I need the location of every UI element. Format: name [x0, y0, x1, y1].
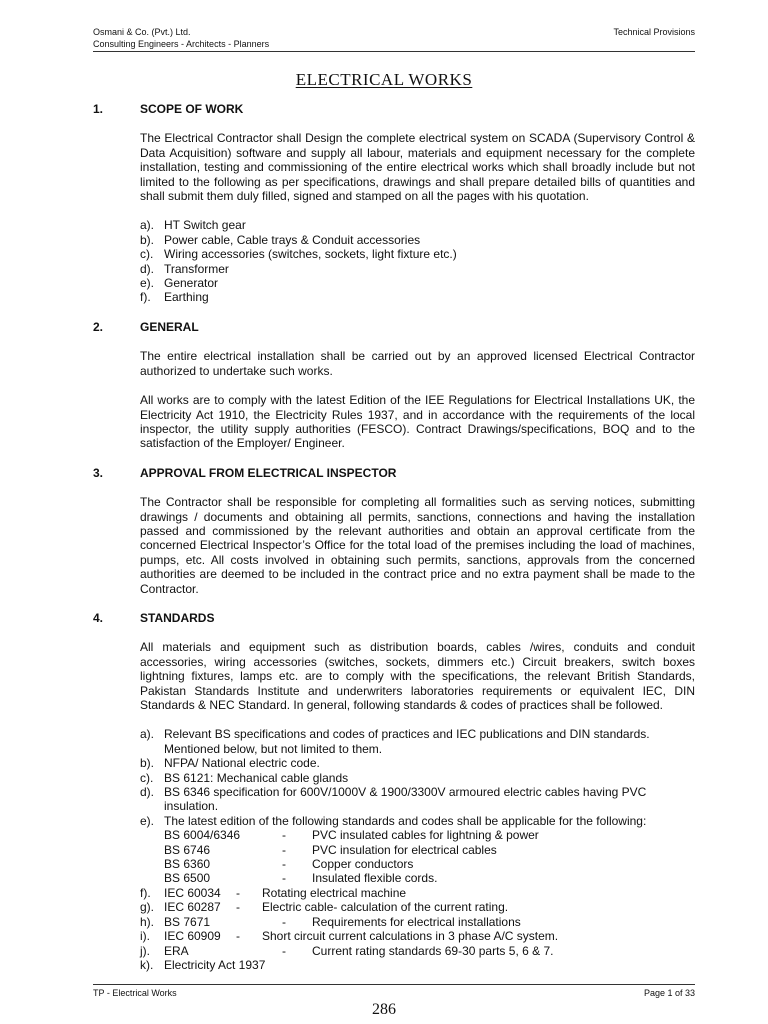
standard-code: ERA: [164, 943, 189, 958]
list-item-text: Earthing: [164, 290, 209, 305]
paragraph: The Contractor shall be responsible for completing all formalities such as serving notices, submitting drawings / documents and obtaining all permits, sanctions, connections and having the installation passed and commissioned by the relevant authorities and obtain an approval certificate from the concerned Electrical Inspector’s Office for the total load of the premises including the load of machines, pumps, etc. All costs involved in obtaining such permits, sanctions, approvals from the concerned authorities are deemed to be included in the contract price and no extra payment shall be made to the Contractor.: [140, 495, 695, 596]
standard-desc: PVC insulated cables for lightning & power: [312, 828, 539, 843]
list-item: [140, 771, 695, 785]
standard-desc: Rotating electrical machine: [262, 885, 407, 900]
section-body-2: [140, 334, 695, 450]
standard-row: [164, 871, 695, 885]
standard-code-row: [140, 900, 695, 914]
list-item: [140, 290, 695, 304]
list-item-text: The latest edition of the following standards and codes shall be applicable for the following:: [164, 813, 647, 828]
standard-row: [164, 828, 695, 842]
section-title: STANDARDS: [140, 610, 215, 625]
list-item-label: f).: [140, 885, 151, 900]
list-item-text: BS 6121: Mechanical cable glands: [164, 770, 349, 785]
standard-code: BS 7671: [164, 914, 211, 929]
list-item: [140, 727, 695, 756]
page-title: [0, 70, 768, 90]
list-item: [140, 218, 695, 232]
standard-code-row: [140, 886, 695, 900]
section-number: 2.: [93, 319, 104, 334]
section-title: GENERAL: [140, 319, 199, 334]
section-heading-4: [93, 611, 695, 625]
standard-code: IEC 60034: [164, 885, 221, 900]
paragraph: All materials and equipment such as distribution boards, cables /wires, conduits and conduit accessories, wiring accessories (switches, sockets, dimmers etc.) Circuit breakers, switch boxes lightning fixtures, lamps etc. are to comply with the specifications, the relevant British Standards, Pakistan Standards Institute and underwriters laboratories requirements or equivalent IEC, DIN Standards & NEC Standard. In general, following standards & codes of practices shall be followed.: [140, 640, 695, 712]
list-item-text: Relevant BS specifications and codes of practices and IEC publications and DIN standards. Mentioned below, but not limited to them.: [164, 727, 650, 756]
paragraph: The entire electrical installation shall be carried out by an approved licensed Electrical Contractor authorized to undertake such works.: [140, 349, 695, 378]
list-item-label: c).: [140, 247, 154, 262]
standard-row: [164, 843, 695, 857]
list-item-label: h).: [140, 914, 155, 929]
document-body: [93, 102, 695, 972]
standard-desc: Current rating standards 69-30 parts 5, 6 & 7.: [312, 943, 554, 958]
standard-desc: Insulated flexible cords.: [312, 871, 438, 886]
standards-code-list: [140, 886, 695, 972]
list-item: [140, 233, 695, 247]
standard-code: IEC 60909: [164, 929, 221, 944]
list-item-label: d).: [140, 261, 155, 276]
footer-divider: [93, 984, 695, 985]
list-item-label: b).: [140, 756, 155, 771]
standard-dash: -: [282, 914, 286, 929]
list-item-text: Wiring accessories (switches, sockets, light fixture etc.): [164, 247, 457, 262]
list-item-text: NFPA/ National electric code.: [164, 756, 320, 771]
page-title-text: ELECTRICAL WORKS: [295, 70, 473, 89]
standard-dash: -: [282, 871, 286, 886]
list-item-text: HT Switch gear: [164, 218, 246, 233]
list-item-label: b).: [140, 232, 155, 247]
list-item-label: i).: [140, 929, 150, 944]
company-tagline: Consulting Engineers - Architects - Planners: [93, 39, 270, 49]
list-item-label: a).: [140, 727, 155, 742]
list-item: [140, 247, 695, 261]
section-title: SCOPE OF WORK: [140, 102, 244, 116]
standard-code: IEC 60287: [164, 900, 221, 915]
standards-sub-table: [164, 828, 695, 886]
standard-code-row: [140, 944, 695, 958]
standard-dash: -: [236, 900, 240, 915]
list-item-label: k).: [140, 957, 154, 972]
list-item-label: f).: [140, 290, 151, 305]
list-item-label: g).: [140, 900, 155, 915]
list-item: [140, 262, 695, 276]
company-name: Osmani & Co. (Pvt.) Ltd.: [93, 27, 191, 37]
list-item-label: e).: [140, 276, 155, 291]
list-item-label: a).: [140, 218, 155, 233]
standard-desc: Short circuit current calculations in 3 phase A/C system.: [262, 929, 559, 944]
standard-desc: Copper conductors: [312, 857, 414, 872]
section-number: 1.: [93, 102, 104, 116]
section-body-4: [140, 625, 695, 972]
section-heading-2: [93, 320, 695, 334]
list-item-text: Power cable, Cable trays & Conduit accessories: [164, 232, 421, 247]
paragraph: The Electrical Contractor shall Design the complete electrical system on SCADA (Supervisory Control & Data Acquisition) software and supply all labour, materials and equipment necessary for the complete installation, testing and commissioning of the entire electrical works which shall broadly include but not limited to the following as per specifications, drawings and shall prepare detailed bills of quantities and shall submit them duly filled, signed and stamped on all the pages with his quotation.: [140, 131, 695, 204]
list-item-text: Transformer: [164, 261, 229, 276]
standard-code-row: [140, 929, 695, 943]
list-item: [140, 756, 695, 770]
header-company-block: [93, 26, 269, 50]
list-item: [140, 785, 695, 814]
section-title: APPROVAL FROM ELECTRICAL INSPECTOR: [140, 465, 397, 480]
list-item: [140, 276, 695, 290]
section-number: 3.: [93, 465, 104, 480]
section-body-1: [140, 116, 695, 304]
standard-dash: -: [236, 929, 240, 944]
header-divider: [93, 51, 695, 52]
header-doc-type: Technical Provisions: [613, 27, 695, 37]
section-heading-3: [93, 466, 695, 480]
list-item-label: c).: [140, 770, 154, 785]
standard-row: [164, 857, 695, 871]
list-item-label: d).: [140, 785, 155, 800]
section-body-3: [140, 480, 695, 596]
list-item-label: e).: [140, 813, 155, 828]
scope-list: [140, 218, 695, 304]
page-number: 286: [372, 1001, 396, 1018]
footer-doc-name: TP - Electrical Works: [93, 988, 177, 998]
standards-list: [140, 727, 695, 828]
standard-code: BS 6360: [164, 857, 211, 872]
standard-dash: -: [236, 885, 240, 900]
standard-dash: -: [282, 857, 286, 872]
standard-code: BS 6004/6346: [164, 828, 241, 843]
standard-code: BS 6500: [164, 871, 211, 886]
list-item-label: j).: [140, 943, 150, 958]
standard-dash: -: [282, 828, 286, 843]
section-heading-1: [93, 102, 695, 116]
list-item-text: Generator: [164, 276, 219, 291]
paragraph: All works are to comply with the latest Edition of the IEE Regulations for Electrical Installations UK, the Electricity Act 1910, the Electricity Rules 1937, and in accordance with the requirements of the local inspector, the utility supply authorities (FESCO). Contract Drawings/specifications, BOQ and to the satisfaction of the Employer/ Engineer.: [140, 393, 695, 451]
standard-code: Electricity Act 1937: [164, 957, 266, 972]
standard-desc: Electric cable- calculation of the current rating.: [262, 900, 509, 915]
footer-page-label: Page 1 of 33: [643, 988, 695, 998]
standard-dash: -: [282, 842, 286, 857]
standard-code-row: [140, 958, 695, 972]
standard-desc: Requirements for electrical installations: [312, 914, 521, 929]
standard-desc: PVC insulation for electrical cables: [312, 842, 497, 857]
standard-dash: -: [282, 943, 286, 958]
standard-code: BS 6746: [164, 842, 211, 857]
list-item-text: BS 6346 specification for 600V/1000V & 1900/3300V armoured electric cables having PVC insulation.: [164, 785, 647, 814]
section-number: 4.: [93, 610, 104, 625]
standard-code-row: [140, 915, 695, 929]
list-item: [140, 814, 695, 828]
